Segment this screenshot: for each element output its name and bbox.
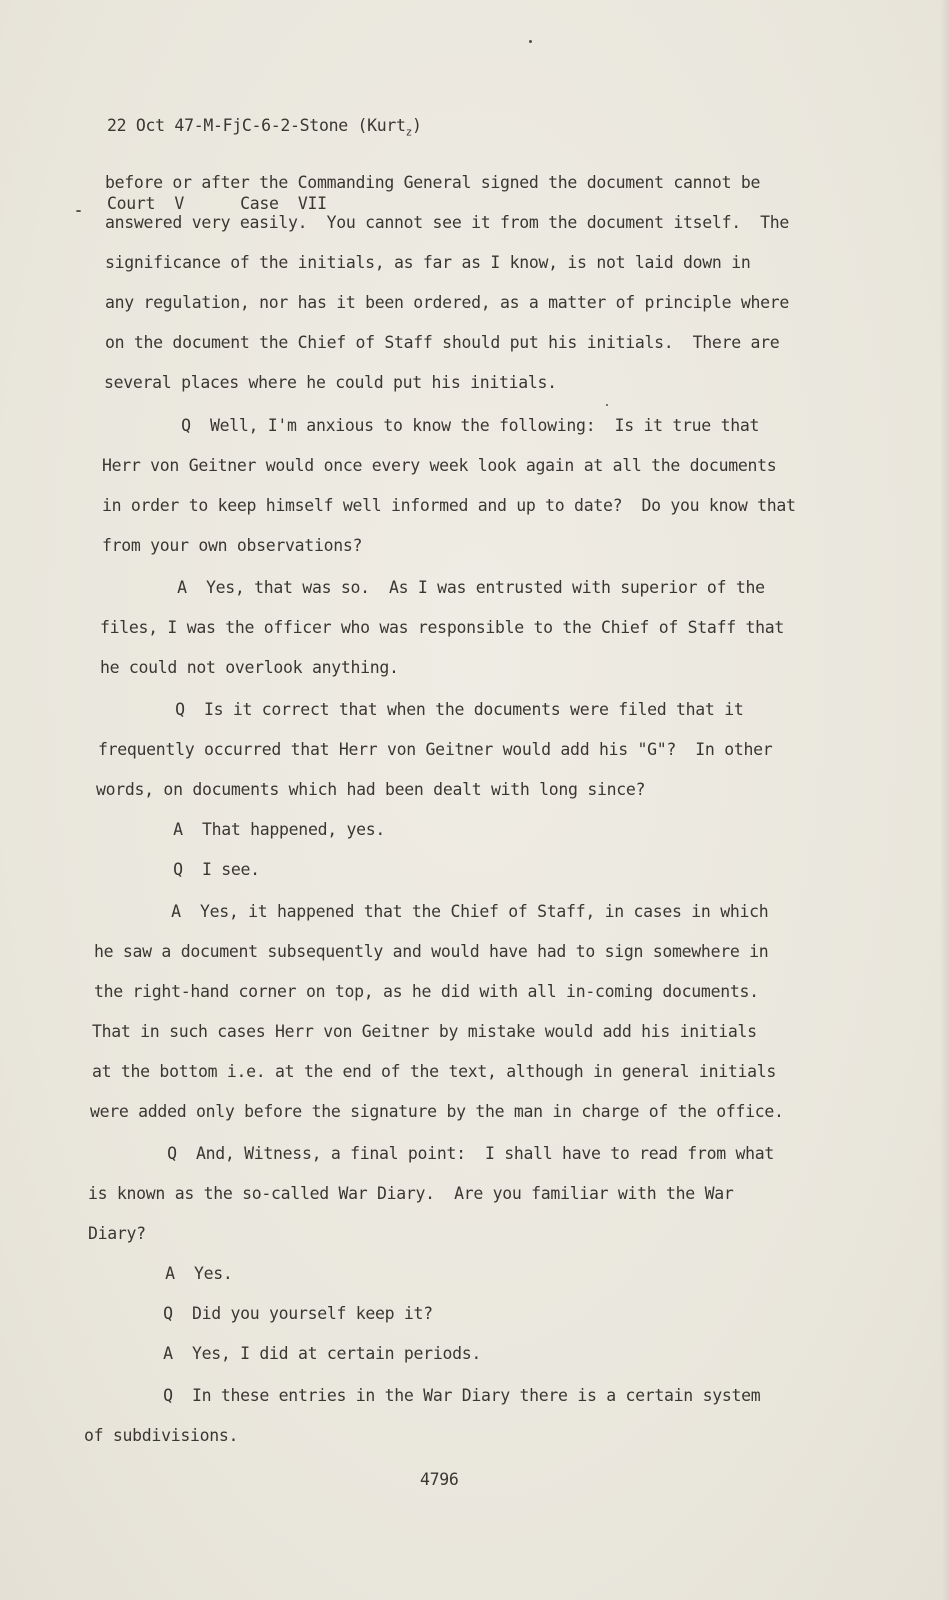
transcript-line: were added only before the signature by the man in charge of the office.	[90, 1102, 784, 1121]
transcript-line: any regulation, nor has it been ordered, as a matter of principle where	[105, 293, 790, 312]
transcript-line: is known as the so-called War Diary. Are you familiar with the War	[88, 1184, 734, 1203]
transcript-line: he saw a document subsequently and would have had to sign somewhere in	[94, 942, 769, 961]
reference-suffix: )	[411, 116, 422, 135]
ink-speck	[76, 210, 81, 212]
transcript-line: A Yes, I did at certain periods.	[86, 1344, 481, 1363]
ink-speck	[529, 40, 532, 43]
transcript-line: Diary?	[88, 1224, 146, 1243]
reference-code: 22 Oct 47-M-FjC-6-2-Stone (Kurt	[107, 116, 406, 135]
transcript-line: Q In these entries in the War Diary there is a certain system	[86, 1386, 761, 1405]
transcript-line: the right-hand corner on top, as he did with all in-coming documents.	[94, 982, 759, 1001]
transcript-line: Q Well, I'm anxious to know the following: Is it true that	[104, 416, 760, 435]
transcript-line: from your own observations?	[102, 536, 363, 555]
transcript-line: Q And, Witness, a final point: I shall have to read from what	[90, 1144, 775, 1163]
transcript-line: Q I see.	[96, 860, 260, 879]
page-edge-shadow	[941, 0, 949, 1600]
court-label: Court V	[107, 194, 185, 214]
transcript-line: A Yes, that was so. As I was entrusted with superior of the	[100, 578, 765, 597]
reference-line	[107, 114, 422, 144]
transcript-line: Herr von Geitner would once every week look again at all the documents	[102, 456, 777, 475]
transcript-line: A Yes.	[88, 1264, 233, 1283]
page-number: 4796	[420, 1470, 459, 1489]
transcript-line: he could not overlook anything.	[100, 658, 399, 677]
transcript-line: answered very easily. You cannot see it from the document itself. The	[105, 213, 790, 232]
transcript-line: in order to keep himself well informed and up to date? Do you know that	[102, 496, 796, 515]
ink-speck	[606, 404, 608, 406]
transcript-line: That in such cases Herr von Geitner by mistake would add his initials	[92, 1022, 757, 1041]
transcript-line: of subdivisions.	[84, 1426, 239, 1445]
transcript-line: on the document the Chief of Staff should put his initials. There are	[105, 333, 780, 352]
case-label: Case VII	[240, 194, 327, 214]
transcript-line: before or after the Commanding General signed the document cannot be	[105, 173, 761, 192]
transcript-line: at the bottom i.e. at the end of the text, although in general initials	[92, 1062, 777, 1081]
transcript-line: Q Did you yourself keep it?	[86, 1304, 433, 1323]
reference-subscript: z	[405, 125, 412, 139]
transcript-line: words, on documents which had been dealt with long since?	[96, 780, 646, 799]
transcript-line: several places where he could put his initials.	[104, 373, 557, 392]
transcript-line: files, I was the officer who was responsible to the Chief of Staff that	[100, 618, 785, 637]
transcript-line: A That happened, yes.	[96, 820, 386, 839]
transcript-line: frequently occurred that Herr von Geitner would add his "G"? In other	[98, 740, 773, 759]
transcript-line: A Yes, it happened that the Chief of Staff, in cases in which	[94, 902, 769, 921]
transcript-line: Q Is it correct that when the documents were filed that it	[98, 700, 744, 719]
transcript-line: significance of the initials, as far as I know, is not laid down in	[105, 253, 751, 272]
